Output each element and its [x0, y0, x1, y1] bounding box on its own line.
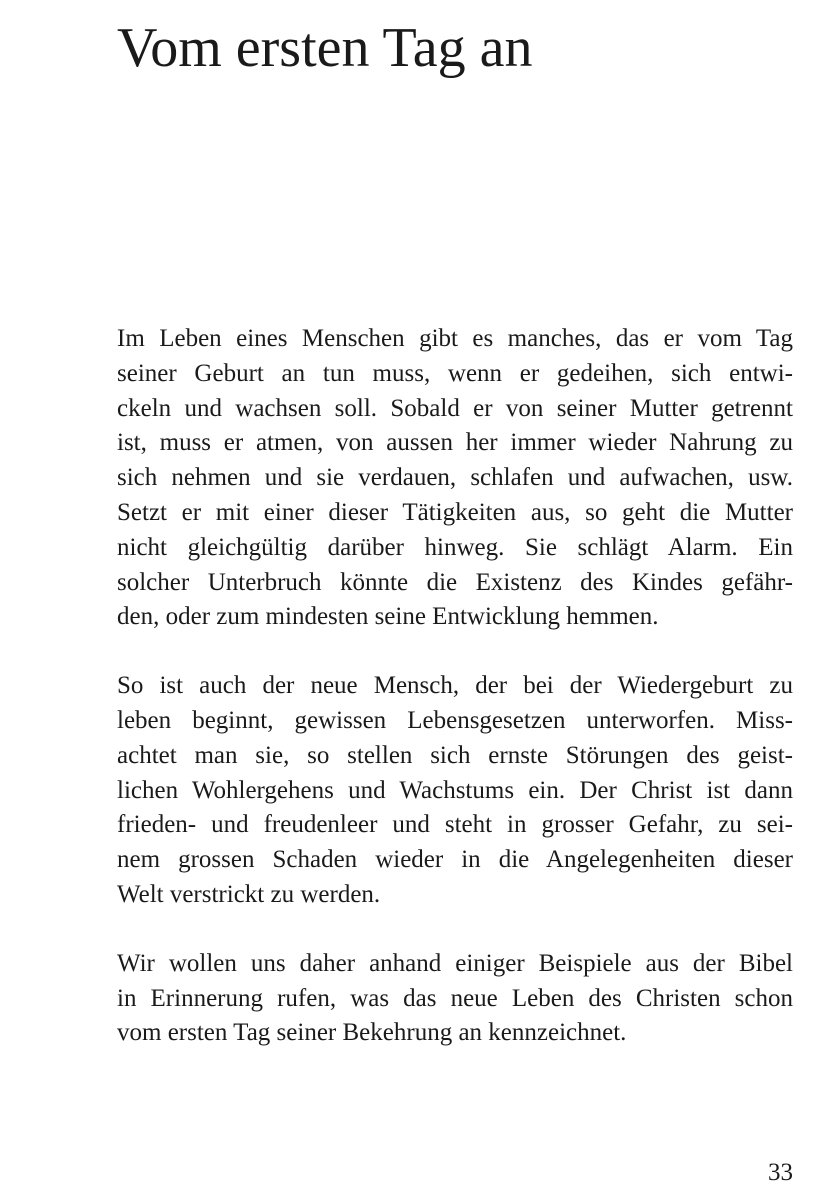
text-line: Welt verstrickt zu werden. [117, 880, 381, 908]
text-line: solcher Unterbruch könnte die Existenz des Kindes gefähr- [117, 568, 793, 596]
text-line: Im Leben eines Menschen gibt es manches, das er vom Tag [117, 325, 793, 352]
text-line: in Erinnerung rufen, was das neue Leben des Christen schon [117, 984, 793, 1012]
text-line: Setzt er mit einer dieser Tätigkeiten aus, so geht die Mutter [117, 498, 793, 526]
text-line: ckeln und wachsen soll. Sobald er von seiner Mutter getrennt [117, 394, 793, 422]
text-line: lichen Wohlergehens und Wachstums ein. Der Christ ist dann [117, 776, 793, 804]
paragraph [117, 322, 793, 635]
text-line: sich nehmen und sie verdauen, schlafen und aufwachen, usw. [117, 464, 793, 492]
text-line: seiner Geburt an tun muss, wenn er gedeihen, sich entwi- [117, 359, 793, 387]
text-line: vom ersten Tag seiner Bekehrung an kennzeichnet. [117, 1019, 627, 1047]
page-number: 33 [768, 1159, 793, 1186]
text-line: nem grossen Schaden wieder in die Angelegenheiten dieser [117, 846, 793, 874]
text-line: frieden- und freudenleer und steht in grosser Gefahr, zu sei- [117, 811, 793, 839]
text-line: Wir wollen uns daher anhand einiger Beispiele aus der Bibel [117, 949, 793, 977]
text-line: den, oder zum mindesten seine Entwicklung hemmen. [117, 603, 659, 631]
body-text [117, 322, 793, 1085]
text-line: nicht gleichgültig darüber hinweg. Sie schlägt Alarm. Ein [117, 533, 793, 561]
text-line: So ist auch der neue Mensch, der bei der Wiedergeburt zu [117, 672, 793, 700]
text-line: leben beginnt, gewissen Lebensgesetzen unterworfen. Miss- [117, 706, 793, 734]
text-line: achtet man sie, so stellen sich ernste Störungen des geist- [117, 741, 793, 769]
text-line: ist, muss er atmen, von aussen her immer wieder Nahrung zu [117, 429, 793, 457]
chapter-title: Vom ersten Tag an [117, 17, 533, 79]
paragraph [117, 669, 793, 913]
paragraph [117, 947, 793, 1051]
